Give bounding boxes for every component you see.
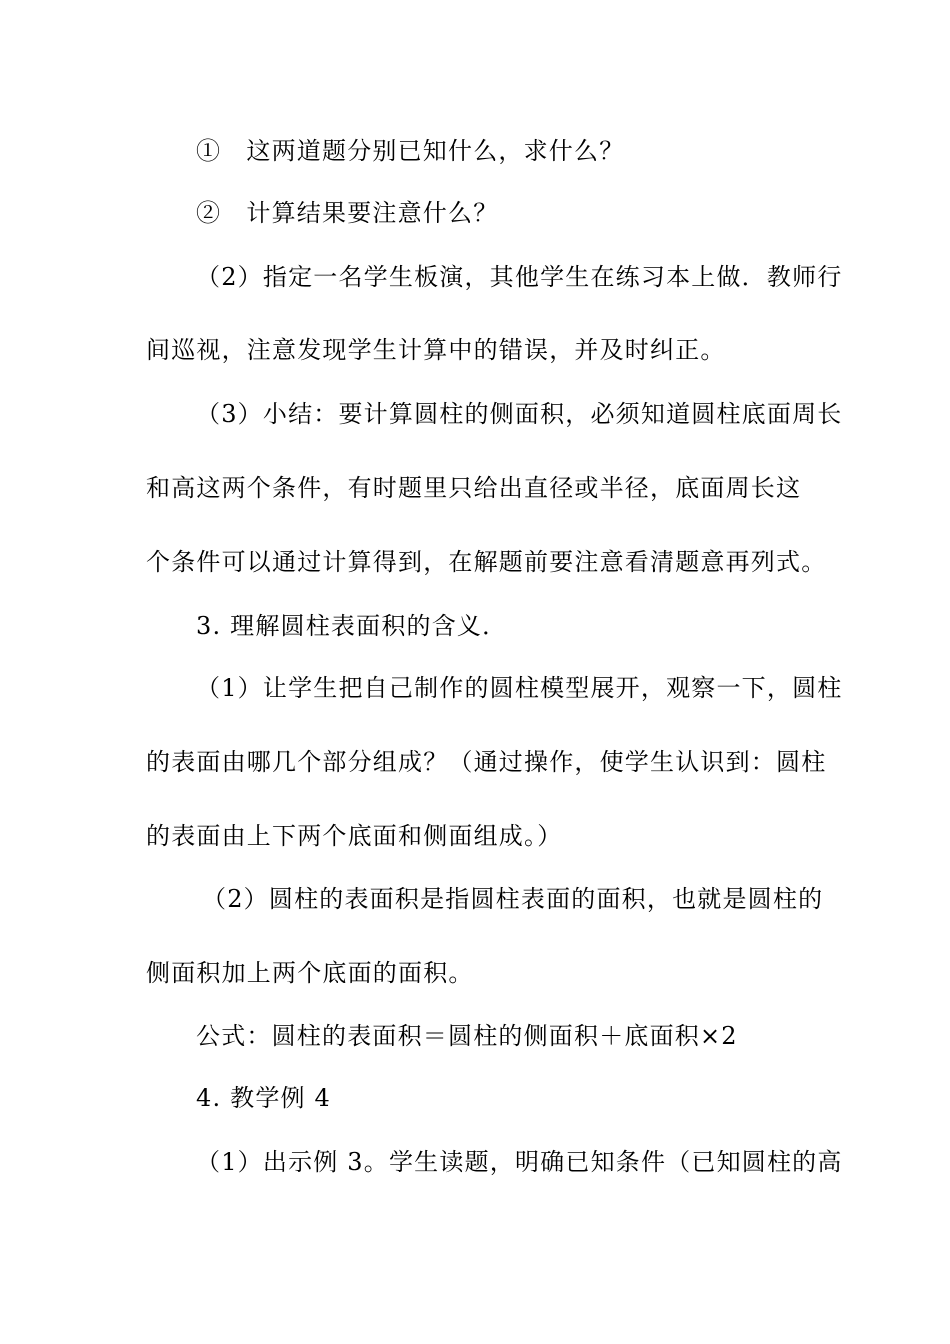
paragraph-line: （2）指定一名学生板演，其他学生在练习本上做．教师行 [196, 263, 843, 291]
paragraph-line: 间巡视，注意发现学生计算中的错误，并及时纠正。 [146, 336, 726, 364]
formula-line: 公式：圆柱的表面积＝圆柱的侧面积＋底面积×2 [196, 1022, 738, 1050]
paragraph-line: 的表面由上下两个底面和侧面组成。） [146, 822, 563, 850]
paragraph-line: 个条件可以通过计算得到，在解题前要注意看清题意再列式。 [146, 548, 827, 576]
paragraph-line: （1）让学生把自己制作的圆柱模型展开，观察一下，圆柱 [196, 674, 843, 702]
question-1-line: ① 这两道题分别已知什么，求什么？ [196, 137, 625, 165]
paragraph-line: 和高这两个条件，有时题里只给出直径或半径，底面周长这 [146, 474, 802, 502]
section-heading: 4. 教学例 4 [196, 1084, 332, 1112]
question-2-line: ② 计算结果要注意什么？ [196, 199, 499, 227]
paragraph-line: 侧面积加上两个底面的面积。 [146, 959, 474, 987]
paragraph-line: （1）出示例 3。学生读题，明确已知条件（已知圆柱的高 [196, 1148, 843, 1176]
section-heading: 3. 理解圆柱表面积的含义． [196, 612, 508, 640]
paragraph-line: （3）小结：要计算圆柱的侧面积，必须知道圆柱底面周长 [196, 400, 843, 428]
paragraph-line: 的表面由哪几个部分组成？（通过操作，使学生认识到：圆柱 [146, 748, 827, 776]
paragraph-line: （2）圆柱的表面积是指圆柱表面的面积，也就是圆柱的 [202, 885, 824, 913]
